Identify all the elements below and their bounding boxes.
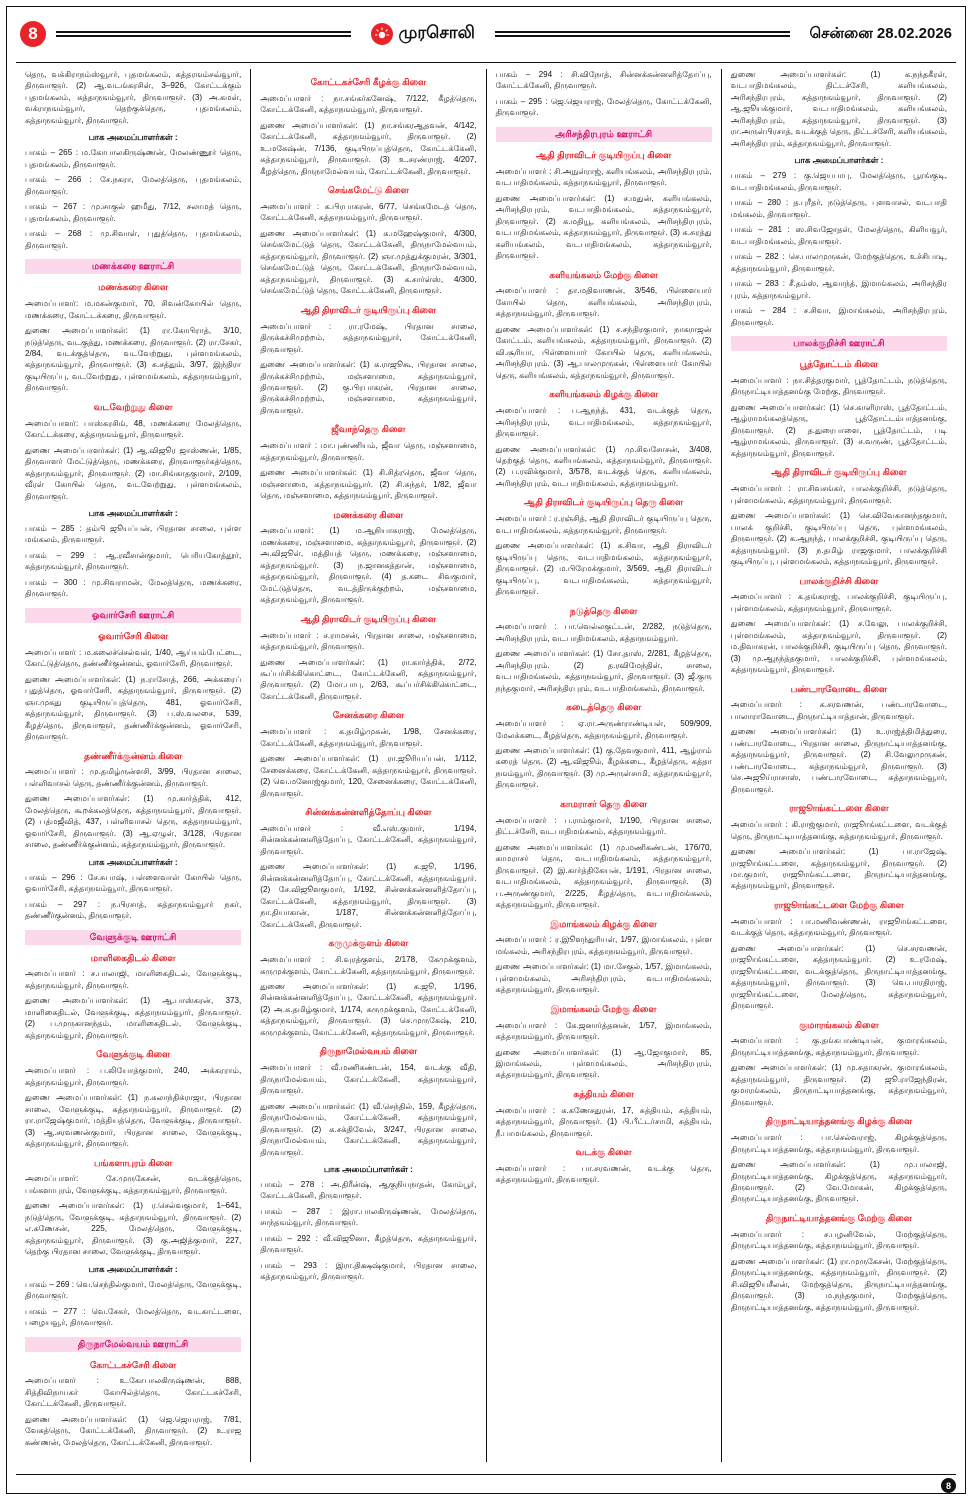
page-number-badge: 8 <box>20 21 46 47</box>
article-paragraph: துணை அமைப்பாளர்கள்: (1) க.மஹேஷ்குமார், 4/300, செங்கமேட்டுத் தெரு, கோட்டக்கேனி, திருநாமேல்வயம், கத்தாநஙம்வூார், திருவாளூர். (2) ஞா.முத்துக்குமரன், 3/301, செங்கமேட்டுத் தெரு, கோட்டக்கேனி, திருநாமேல்வயம், கத்தாநஙம்வூார், திருவாளூர். (3) க.சார்ள்ஸ், 4/300, செங்கமேட்டுத் தெரு, கோட்டக்கேனி, திருவாளூர். <box>260 228 477 296</box>
article-paragraph: துணை அமைப்பாளர்கள்: (1) க.ஜூ, 1/196, சின்னக்கன்னளித்தோப்பு, கோட்டக்கேனி, கத்தாநஙம்வூார். (2) சே.விஜூளகுமார், 1/192, சின்னக்கன்னளித்தோப்பு, கோட்டக்கேனி, கத்தாநஙம்வூார், திருவாளூர். (3) நா.தியாகான், 1/187, சின்னக்கன்னளித்தோப்பு, கோட்டக்கேனி, திருவாளூர். <box>260 862 477 929</box>
branch-heading: கருமுக்குளம் கிளை <box>328 938 409 949</box>
article-paragraph: அமைப்பாளர் : பா.வெல்லகுட்டன், 2/282, நடுத்தெரு, அரிசந்திரபுரம், வடபாதிமங்கலம், கத்தாநஙம்வூார். <box>495 622 712 643</box>
branch-heading: திருநாமேல்வயம் கிளை <box>319 1046 418 1057</box>
branch-heading: பண்டாரவோடை கிளை <box>790 683 888 694</box>
article-paragraph: துணை அமைப்பாளர்கள்: (1) ஜெ.ஜெயராஜ், 7/81, வேகத்தெரு, கோட்டக்கேனி, திருவாளூர். (2) உ.ராஜ கண்ணன், மேலத்தெரு, கோட்டக்கேனி, திருவாளூர். <box>25 1414 242 1447</box>
article-paragraph: துணை அமைப்பாளர்கள்: (1) ந.ராசோத், 266, அக்கரைப் புதுத்தெரு, ஓவார்சேரி, கத்தாநஙம்வூார், திருவாளூர். (2) ஞா.முகது குடியிருப்புத்தெரு, 481, ஓவார்சேரி, கத்தாநஙம்வூார், திருவாளூர். (3) ப.ஸ்.வலசை, 539, கீழத்தெரு, திருவாளூர், தண்ணீர்க்குன்னம், ஓவார்சேரி, திருவாளூர். <box>25 674 242 742</box>
section-subheading: பாக அமைப்பாளர்கள் : <box>323 1164 413 1175</box>
article-paragraph: துணை அமைப்பாளர்கள்: (1) செ.காளிராஸ், பூத்தோட்டம், ஆழ்ராமங்கலத்தெரு, பூத்தோட்டம்பாத்தனங்கு, திருவாளூர். (2) த.துரைபாளை, பூத்தோட்டம், படி ஆழ்ராமங்கலம், திருவாளூர். (3) ச.வருண், பூத்தோட்டம், கத்தாநஙம்வூார், திருவாளூர். <box>730 402 947 458</box>
article-paragraph: பாகம் – 268 : மு.சிவாள், புதுத்தெரு, புதமங்கலம், திருவாளூர். <box>25 229 242 250</box>
article-paragraph: துணை அமைப்பாளர்கள்: (1) கு.தேவகுமார், 411, ஆழ்ராம் கரைத் தெரு. (2) ஆ.விஜூம், கீழக்கடை, கீழத்தெரு, கத்தா நஙம்வூார், திருவாளூர். (3) மு.அருள்சாமி, கத்தாநஙம்வூார், திருவாளூர். <box>495 746 712 790</box>
article-paragraph: துணை அமைப்பாளர்கள்: (1) ச.மதுன், களியங்கலம், அரிசந்திரபுரம், வடபாதிமங்கலம், கத்தாநஙம்வூார், திருவாளூர். (2) க.மதியூ, களியங்கலம், அரிசந்திரபுரம், வடபாதிமங்கலம், கத்தாநஙம்வூார், திருவாளூர். (3) க.சுரத்து களியங்கலம், வடபாதிமங்கலம், கத்தாநஙம்வூார், திருவாளூர். <box>495 193 712 261</box>
article-paragraph: அமைப்பாளர்: பாஸ்கரசிங், 48, மணக்கரை மேலத்தெரு, கோட்டக்கரை, கத்தாநஙம்வூார், திருவாளூர். <box>25 418 242 440</box>
article-paragraph: அமைப்பாளர் : மு.தமிழ்ருன்ளசி, 3/99, பிரதான சாலை, பள்ளிவாசல் தெரு, தண்ணீர்க்குன்னம், திருவாளூர். <box>25 767 242 788</box>
rising-sun-icon <box>371 23 393 45</box>
article-paragraph: அமைப்பாளர் : ப.ஆநந்த், 431, வடக்குத் தெரு, அரிசந்திரபுரம், வடபாதிமங்கலம், கத்தாநஙம்வூார், திருவாளூர். <box>495 406 712 439</box>
article-paragraph: அமைப்பாளர் : க.தங்கராஜ், பாலக்குறிச்சி, குடியிருப்பு, புள்ளமங்கலம், கத்தாநஙம்வூார், திருவாளூர். <box>730 592 947 613</box>
section-subheading: பாக அமைப்பாளர்கள் : <box>88 856 178 867</box>
article-paragraph: துணை அமைப்பாளர்கள்: (1) ர.செல்வகுமார், 1–641, நடுத்தெரு, வேளுக்குடி, கத்தாநஙம்வூார், திருவாளூர். (2) எ.கணேசன், 225, மேலத்தெரு, வேளுக்குடி, கத்தாநஙம்வூார், திருவாளூர். (3) கு.அஜித்குமார், 227, தெற்கு பிரதான சாலை, வேளுக்குடி, திருவாளூர். <box>25 1201 242 1257</box>
article-paragraph: துணை அமைப்பாளர்கள்: (1) செ.விவேகானந்தகுமார், பாலக் குறிச்சி, குடியிருப்பு தெரு, புள்ளமங்கலம், திருவாளூர். (2) க.ஆநந்த், பாலக்குறிச்சி, குடியிருப்பு தெரு, கத்தாநஙம்வூார். (3) ந.தமிழ் ராஜகுமார், பாலக்குறிச்சி குடியிருப்பு, புள்ளமங்கலம், கத்தாநஙம்வூார், திருவாளூர். <box>730 511 947 567</box>
branch-heading: ஆதி திராவிடர் குடியிருப்பு கிளை <box>771 467 907 478</box>
article-paragraph: பாகம் – 296 : சே.சுபாஷ், பள்ளைவாள் கோயில் தெரு, ஓவார்சேரி, கத்தாநஙம்வூார், திருவாளூர். <box>25 872 242 894</box>
page-footer <box>16 1474 956 1492</box>
panchayat-heading: வேளுக்குடி ஊராட்சி <box>25 930 241 945</box>
article-paragraph: அமைப்பாளர் : க.பிரபாகரன், 6/77, செங்கமேடத் தெரு, கோட்டக்கேனி, கத்தாநஙம்வூார், திருவாளூர். <box>260 201 477 223</box>
article-paragraph: துணை அமைப்பாளர்கள்: (1) மு.மணிகண்டன், 176/70, காமராசர் தெரு, வடபாதிமங்கலம், கத்தாநஙம்வூார், திருவாளூர். (2) இ.கார்த்திகேயன், 1/191, பிரதான சாலை, வடபாதிமங்கலம், கத்தாநஙம்வூார், திருவாளூர். (3) ப.அருண்குமார், 2/225, கீழத்தெரு, வடபாதிமங்கலம், கத்தாநஙம்வூார், திருவாளூர். <box>495 842 712 910</box>
article-paragraph: அமைப்பாளர் : ச.ராமசன், பிரதான சாலை, மஞ்சளாமை, கத்தாநஙம்வூார், திருவாளூர். <box>260 630 477 652</box>
article-paragraph: துணை அமைப்பாளர்கள்: (1) மு.சிவசோசன், 3/408, தெற்குத் தெரு, களியங்கலம், கத்தாநஙம்வூார், திருவாளூர். (2) ப.ரவிக்குமார், 3/578, வடக்குத் தெரு, களியங்கலம், அரிசந்திரபுரம், வடபாதிமங்கலம், கத்தாநஙம்வூார். <box>495 444 712 488</box>
footer-page-number: 8 <box>941 1478 956 1493</box>
branch-heading: களியங்கலம் கிழக்கு கிளை <box>549 389 659 400</box>
branch-heading: சேனக்கரை கிளை <box>332 710 405 721</box>
article-paragraph: அமைப்பாளர் : ப.ராம்குமார், 1/190, பிரதான சாலை, திட்டச்சேரி, வடபாதிமங்கலம், கத்தாநஙம்வூார். <box>495 815 712 837</box>
article-paragraph: அமைப்பாளர் : வீ.மணிகண்டன், 154, வடக்கு வீதி, திருநாமேல்வயம், கோட்டக்கேனி, கத்தாநஙம்வூார், திருவாளூர். <box>260 1063 477 1096</box>
article-paragraph: அமைப்பாளர்: சே.முருகேசன், வடக்குத்தெரு, பங்களாபுரம், வேளுக்குடி, கத்தாநஙம்வூார், திருவாளூர். <box>25 1174 242 1195</box>
article-paragraph: அமைப்பாளர் : பா.சரவணன், வடக்கு தெரு, கத்தாநஙம்வூார், திருவாளூர். <box>495 1163 712 1185</box>
article-paragraph: பாகம் – 285 : தம்பி ஜூயப்பன், பிரதான சாலை, புள்ள மங்கலம், திருவாளூர். <box>25 524 242 545</box>
section-subheading: பாக அமைப்பாளர்கள் : <box>88 132 178 143</box>
column-2 <box>250 69 485 1462</box>
article-paragraph: பாகம் – 300 : மு.சிவராமன், மேலத்தெரு, மணக்கரை, திருவாளூர். <box>25 577 242 599</box>
article-paragraph: அமைப்பாளர் : மா.புண்ணியம், ஜீவா தெரு, மஞ்சளாமை, கத்தாநஙம்வூார், திருவாளூர். <box>260 441 477 462</box>
article-paragraph: பாகம் – 266 : சே.நகரா, மேலத்தெரு, புதமங்கலம், திருவாளூர். <box>25 175 242 196</box>
branch-heading: கோட்டகச்சேரி கீழக்கு கிளை <box>310 77 427 87</box>
article-paragraph: துணை அமைப்பாளர்கள்: (1) மு.கார்த்திக், 412, மேலத்தெரு, கூறக்கலத்தெரு, கத்தாநஙம்வூார், திருவாளூர். (2) பத்மஜீவித், 437, பள்ளிவாசல் தெரு, கத்தாநஙம்வூார், ஓவார்சேரி, திருவாளூர். (3) ஆ.ஏழுள், 3/128, பிரதான சாலை, தண்ணீர்க்குன்னம், கத்தாநஙம்வூார், திருவாளூர். <box>25 794 242 850</box>
branch-heading: வடவேற்றுது கிளை <box>93 401 173 412</box>
column-3 <box>486 69 721 1462</box>
article-paragraph: அமைப்பாளர் : ச.பழனிவேல், மேற்குத்தெரு, திருநாட்டியாத்தனங்கு, கத்தாநஙம்வூார், திருவாளூர். <box>730 1229 947 1251</box>
article-paragraph: பாகம் – 267 : மு.சாகுல் ஹமீது, 7/12, சலாமத் தெரு, புதமங்கலம், திருவாளூர். <box>25 202 242 223</box>
article-paragraph: துணை அமைப்பாளர்கள்: (1) ரா.ஜூரியப்பன், 1/112, சேனைக்கரை, கோட்டக்கேனி, கத்தாநஙம்வூார், திருவாளூர். (2) வெ.மனோஜ்குமார், 120, சேனைக்கரை, கோட்டக்கேனி, திருவாளூர். <box>260 754 477 798</box>
article-paragraph: அமைப்பாளர் : கே.ஜனார்த்தனன், 1/57, இமாங்கலம், கத்தாநஙம்வூார், திருவாளூர். <box>495 1020 712 1042</box>
article-paragraph: அமைப்பாளர் : கி.ராஜ்குமார், ராஜூாங்கட்டளை, வடக்குத் தெரு, திருநாட்டியாத்தனங்கு, கத்தாநஙம்வூார், திருவாளூர். <box>730 820 947 841</box>
article-paragraph: துணை அமைப்பாளர்கள்: (1) மு.பாலாஜி, திருநாட்டியாத்தனங்கு, கிழக்குத்தெரு, கத்தாநஙம்வூார், திருவாளூர். (2) வே.மோகன், கிழக்குத்தெரு, திருநாட்டியாத்தனங்கு, திருவாளூர். <box>730 1160 947 1204</box>
branch-heading: சுத்தியம் கிளை <box>573 1088 634 1099</box>
branch-heading: கோட்டகச்சேரி கிளை <box>89 1359 177 1370</box>
panchayat-heading: ஓவார்சேரி ஊராட்சி <box>25 608 241 623</box>
article-paragraph: அமைப்பாளர்: ம.மகன்குமார், 70, சிவன்கோயில் தெரு, மணக்கரை, கோட்டக்கரை, திருவாளூர். <box>25 299 242 320</box>
article-paragraph: பாகம் – 295 : ஜெ.ஜெயராஜ், மேலத்தெரு, கோட்டக்கேனி, திருவாளூர். <box>495 96 712 118</box>
article-paragraph: துணை அமைப்பாளர்கள்: (1) ரா.கார்த்திக், 2/72, கூப்பர்சிக்கிகொட்டை, கோட்டக்கேனி, கத்தாநஙம்வூார், திருவாளூர். (2) மோ.பாபு, 2/63, கூப்பர்சிக்கிகொட்டை, கோட்டக்கேனி, திருவாளூர். <box>260 657 477 701</box>
masthead <box>16 14 956 54</box>
article-paragraph: பாகம் – 277 : வெ.சேகர், மேலத்தெரு, வடகாட்டளை, பழையவூர், திருவாளூர். <box>25 1306 242 1328</box>
branch-heading: ஆதி திராவிடர் குடியிருப்பு கிளை <box>300 613 436 624</box>
article-paragraph: அமைப்பாளர் : ர.ரஞ்சித், ஆதி திராவிடர் குடியிருப்பு தெரு, வடபாதிமங்கலம், கத்தாநஙம்வூார், திருவாளூர். <box>495 514 712 535</box>
article-paragraph: துணை அமைப்பாளர்கள்: (1) க.சிவா, ஆதி திராவிடர் குடியிருப்பு தெரு, வடபாதிமங்கலம், கத்தாநஙம்வூார், திருவாளூர். (2) ம.பிரேமக்குமார், 3/569, ஆதி திராவிடர் குடியிருப்பு, வடபாதிமங்கலம், கத்தாநஙம்வூார், திருவாளூர். <box>495 541 712 597</box>
branch-heading: ஆதி திராவிடர் குடியிருப்பு தெரு கிளை <box>524 497 684 508</box>
article-paragraph: துணை அமைப்பாளர்கள்: (1) ஆ.பாஸ்கரன், 373, மாளிகைதிடல், வேளுக்குடி, கத்தாநஙம்வூார், திருவாளூர். (2) ப.முருகானந்தம், மாளிகைதிடல், வேளுக்குடி, கத்தாநஙம்வூார், திருவாளூர். <box>25 996 242 1040</box>
branch-heading: வடக்கு கிளை <box>575 1147 632 1158</box>
branch-heading: ஆதி திராவிடர் குடியிருப்பு கிளை <box>300 304 436 315</box>
paper-title: முரசொலி <box>398 23 475 42</box>
article-columns <box>16 62 956 1462</box>
article-paragraph: துணை அமைப்பாளர்கள்: (1) உ.ராஜ்த்திமித்துரை, பண்டாரவோடை, பிரதான சாலை, திருநாட்டியாத்தனங்கு, கத்தாநஙம்வூார், திருவாளூர். (2) சி.வேலுமுருகன், பண்டாரவோடை, கத்தாநஙம்வூார், திருவாளூர். (3) செ.அஜூய்ராசாஸ், பண்டாரவோடை, கத்தாநஙம்வூார், திருவாளூர். <box>730 727 947 794</box>
branch-heading: கடைத்தெரு கிளை <box>566 702 642 713</box>
section-subheading: பாக அமைப்பாளர்கள் : <box>794 155 884 166</box>
article-paragraph: துணை அமைப்பாளர்கள்: (1) க.ஜூ, 1/196, சின்னக்கன்னளித்தோப்பு, கோட்டக்கேனி, கத்தாநஙம்வூார். (2) அ.க.தமிழ்குமார், 1/174, கருமுக்குளம், கோட்டக்கேனி, கத்தாநஙம்வூார், திருவாளூர். (3) செ.முருகேஷ், 210, கருமுக்குளம், கோட்டக்கேனி, கத்தாநஙம்வூார், திருவாளூர். <box>260 981 477 1037</box>
article-paragraph: துணை அமைப்பாளர்கள்: (1) ரா.கோபிராத், 3/10, நடுத்தெரு, வடகுத்து, மணக்கரை, திருவாளூர். (2) ரா.சேகர், 2/84, வடக்குத்தெரு, வடவேற்றுது, புள்ளமங்கலம், கத்தாநஙம்வூார், திருவாளூர். (3) க.சத்தும், 3/97, இந்திரா குடியிருப்பு, வடவேற்றுது, புள்ளமங்கலம், கத்தாநஙம்வூார், திருவாளூர். <box>25 326 242 393</box>
branch-heading: தண்ணீர்க்குன்னம் கிளை <box>84 750 183 761</box>
branch-heading: குமாரங்கலம் கிளை <box>799 1019 879 1030</box>
section-subheading: பாக அமைப்பாளர்கள் : <box>88 508 178 519</box>
branch-heading: இமாங்கலம் கிழக்கு கிளை <box>550 918 657 929</box>
article-paragraph: பாகம் – 299 : ஆ.ரவீசான்குமார், பெரியகோத்தூர், கத்தாநஙம்வூார், திருவாளூர். <box>25 550 242 572</box>
masthead-logo-group <box>361 23 486 45</box>
article-paragraph: துணை அமைப்பாளர்கள்: (1) ஆ.விஜூர ஜாஸ்ணன், 1/85, திருவாளர் மேட்டுத்தெரு, மணக்கரை, திருவாளூர்கத்தெரு, கத்தாநஙம்வூார், திருவாளூர். (2) மா.சிங்காதகுமார், 2/109, வீரள் கோயில் தெரு, வடவேற்றுது, புள்ளமங்கலம், திருவாளூர். <box>25 445 242 501</box>
article-paragraph: பாகம் – 294 : சி.விநோத், சின்னக்கன்னளித்தோப்பு, கோட்டக்கேனி, திருவாளூர். <box>495 70 712 91</box>
article-paragraph: அமைப்பாளர் : சி.அநுள்ராஜ், களியங்கலம், அரிசந்திரபுரம், வடபாதிமங்கலம், கத்தாநஙம்வூார், திருவாளூர். <box>495 166 712 188</box>
article-paragraph: பாகம் – 293 : இரா.திக்ஷஷ்குமார், பிரதான சாலை, கத்தாநஙம்வூார், திருவாளூர். <box>260 1260 477 1282</box>
article-paragraph: அமைப்பாளர் : நா.சங்கர்கனேஷ், 7/122, கீழத்தெரு, கோட்டக்கேனி, கத்தாநஙம்வூார், திருவாளூர். <box>260 93 477 115</box>
article-paragraph: துணை அமைப்பாளர்கள்: (1) க.நந்தகீரள், வடபாதிமங்கலம், திட்டச்சேரி, களியங்கலம், அரிசந்திரபுரம், கத்தாநஙம்வூார், திருவாளூர். (2) ஆ.ஜூயக்குமார், வடபாதிமங்கலம், களியங்கலம், அரிசந்திரபுரம், கத்தாநஙம்வூார், திருவாளூர். (3) ரா.அருள்பிரசாத், வடக்குத் தெரு, திட்டச்சேரி, களியங்கலம், அரிசந்திரபுரம், கத்தாநஙம்வூார், திருவாளூர். <box>730 70 947 148</box>
branch-heading: களியங்கலம் மேற்கு கிளை <box>549 269 658 280</box>
article-paragraph: அமைப்பாளர் : நா.சித்தரகுமார், பூத்தோட்டம், நடுத்தெரு, திருநாட்டியாத்தனங்கு மேற்கு, திருவாளூர். <box>730 375 947 397</box>
branch-heading: பாலக்குறிச்சி கிளை <box>799 575 879 586</box>
branch-heading: மணக்கரை கிளை <box>333 509 404 520</box>
article-paragraph: துணை அமைப்பாளர்கள்: (1) நா.சங்கரஆதவன், 4/142, கோட்டக்கேனி, கத்தாநஙம்வூார், திருவாளூர். (2) உ.மகேஷ்ன், 7/136, குடியிருப்புத்தெரு, கோட்டக்கேனி, கத்தாநஙம்வூார், திருவாளூர். (3) உ.சரண்ராஜ், 4/207, கீழத்தெரு, திருநாமேல்வயம், கோட்டக்கேனி, திருவாளூர். <box>260 120 477 176</box>
article-paragraph: அமைப்பாளர் : ப.லியோத்குமார், 240, அக்கரராம், கத்தாநஙம்வூார், திருவாளூர். <box>25 1066 242 1087</box>
panchayat-heading: மணக்கரை ஊராட்சி <box>25 259 241 274</box>
branch-heading: ஓவார்சேரி கிளை <box>98 630 169 641</box>
article-paragraph: பாகம் – 265 : ம.கோபாலகிருஷ்ணன், மேலண்ணூர் தெரு, புதமங்கலம், திருவாளூர். <box>25 148 242 169</box>
article-paragraph: அமைப்பாளர் : ரா.சிவசங்கர், பாலக்குறிச்சி, நடுத்தெரு, புள்ளமங்கலம், கத்தாநஙம்வூார், திருவாளூர். <box>730 484 947 505</box>
article-paragraph: துணை அமைப்பாளர்கள்: (1) பா.ராஜேஷ், ராஜூாங்கட்டளை, கத்தாநஙம்வூார், திருவாளூர். (2) மா.குமார், ராஜூாங்கட்டளை, திருநாட்டியாத்தனங்கு, கத்தாநஙம்வூார், திருவாளூர். <box>730 847 947 891</box>
edition-date: சென்னை 28.02.2026 <box>809 24 953 42</box>
masthead-rule-left <box>56 31 351 37</box>
article-paragraph: துணை அமைப்பாளர்கள்: (1) மா.சேகுல், 1/57, இமாங்கலம், புள்ளமங்கலம், அரிசந்திரபுரம், வடபாதிமங்கலம், கத்தாநஙம்வூார், திருவாளூர். <box>495 962 712 995</box>
panchayat-heading: திருநாமேல்வயம் ஊராட்சி <box>25 1337 241 1352</box>
branch-heading: திருநாட்டியாத்தனங்கு கிழக்கு கிளை <box>765 1116 913 1127</box>
branch-heading: ராஜூாங்கட்டளை மேற்கு கிளை <box>774 899 904 910</box>
article-paragraph: துணை அமைப்பாளர்கள்: (1) ந.கலாந்திக்ராஜா, பிரதான சாலை, வேளுக்குடி, கத்தாநஙம்வூார், திருவாளூர். (2) ரா.ராஜேஷ்குமார், மத்தியத்தெரு, வேளுக்குடி, திருவாளூர். (3) ஆ.சரவணன்குமார், பிரதான சாலை, வேளுக்குடி, கத்தாநஙம்வூார், திருவாளூர். <box>25 1093 242 1149</box>
article-paragraph: அமைப்பாளர் : வீ.எஸ்.குமார், 1/194, சின்னக்கன்னளித்தோப்பு, கோட்டக்கேனி, கத்தாநஙம்வூார், திருவாளூர். <box>260 823 477 856</box>
branch-heading: பங்களாபுரம் கிளை <box>93 1157 173 1168</box>
branch-heading: நடுத்தெரு கிளை <box>569 605 638 616</box>
article-paragraph: துணை அமைப்பாளர்கள்: (1) ச.வேலு, பாலக்குறிச்சி, புள்ளமங்கலம், கத்தாநஙம்வூார், திருவாளூர். (2) ம.திவாகரன், பாலக்குறிச்சி, குடியிருப்பு தெரு, திருவாளூர். (3) மு.ஆநந்த்தகுமார், பாலக்குறிச்சி, புள்ளமங்கலம், கத்தாநஙம்வூார், திருவாளூர். <box>730 619 947 675</box>
column-4 <box>721 69 956 1462</box>
branch-heading: பூத்தோட்டம் கிளை <box>799 359 879 370</box>
article-paragraph: அமைப்பாளர் : ம.கலைச்செல்வள், 1/40, ஆய்யம்பேட்டை, கோட்டுத்தெரு, தண்ணீர்குன்னம், ஓவார்சேரி, திருவாளூர். <box>25 647 242 669</box>
article-paragraph: பாகம் – 283 : சீ.தம்ஸ், ஆவாந்த், இமாங்கலம், அரிசந்திர புரம், கத்தாநஙம்வூார். <box>730 279 947 300</box>
article-paragraph: பாகம் – 280 : த.புரீதர், நடுத்தெரு, புளவாசல், வடபாதி மங்கலம், திருவாளூர். <box>730 198 947 219</box>
article-paragraph: அமைப்பாளர் : பா.மணிவண்ணன், ராஜூாங்கட்டளை, வடக்குத் தெரு, கத்தாநஙம்வூார், திருவாளூர். <box>730 916 947 938</box>
branch-heading: சின்னக்கன்னளித்தோப்பு கிளை <box>305 807 432 818</box>
article-paragraph: பாகம் – 278 : அ.திரீன்ஷ், ஆகுநியநாதன், கோம்பூர், கோட்டக்கேனி, திருவாளூர். <box>260 1179 477 1201</box>
article-paragraph: அமைப்பாளர் : பா.செல்வராஜ், கிழக்குத்தெரு, திருநாட்டியாத்தனங்கு, கத்தாநஙம்வூார், திருவாளூர். <box>730 1133 947 1154</box>
article-paragraph: அமைப்பாளர் : ஏ.ரா.அருண்ராண்டியள், 509/909, மேலக்கடை, கீழத்தெரு, கத்தாநஙம்வூார், திருவாளூர். <box>495 719 712 740</box>
article-paragraph: அமைப்பாளர் : கு.தங்கபாண்டியன், குமாரங்கலம், திருநாட்டியாத்தனங்கு, கத்தாநஙம்வூார், திருவாளூர். <box>730 1036 947 1057</box>
article-paragraph: அமைப்பாளர் : சி.வுரத்குளம், 2/178, கேமுக்குளம், கருமுக்குளம், கோட்டக்கேனி, கத்தாநஙம்வூார், திருவாளூர். <box>260 955 477 976</box>
article-paragraph: துணை அமைப்பாளர்கள்: (1) சோ.தாஸ், 2/281, கீழத்தெரு, அரிசந்திரபுரம். (2) த.ரவிமேந்திள், சாலை, வடபாதிமங்கலம், கத்தாநஙம்வூார், திருவாளூர். (3) ஜீ.குரு நந்தகுமார், அரிசந்திரபுரம், வடபாதிமங்கலம், திருவாளூர். <box>495 649 712 693</box>
article-paragraph: பாகம் – 279 : கு.ஜெயபாபு, மேலத்தெரு, பூரங்குடி, வடபாதிமங்கலம், திருவாளூர். <box>730 171 947 192</box>
branch-heading: ஆதி திராவிடர் குடியிருப்பு கிளை <box>536 150 672 160</box>
article-paragraph: பாகம் – 284 : ச.சிவா, இமாங்கலம், அரிசந்திரபுரம், திருவாளூர். <box>730 306 947 327</box>
article-paragraph: அமைப்பாளர் : க.தமிழ்முகன், 1/98, சேனக்கரை, கோட்டக்கேனி, கத்தாநஙம்வூார், திருவாளூர். <box>260 727 477 748</box>
article-paragraph: துணை அமைப்பாளர்கள்: (1) செ.சரவணன், ராஜூாங்கட்டளை, கத்தாநஙம்வூார். (2) உ.ரமேஷ், ராஜூாங்கட்டளை, வடக்குத்தெரு, திருநாட்டியாத்தனங்கு, கத்தாநஙம்வூார், திருவாளூர். (3) வெ.பாரதிராஜ், ராஜூாங்கட்டளை, மேலத்தெரு, கத்தாநஙம்வூார், திருவாளூர். <box>730 943 947 1011</box>
article-paragraph: அமைப்பாளர் : தா.மதிவாணன், 3/546, பிள்ளையார் கோயில் தெரு, களியங்கலம், அரிசந்திரபுரம், கத்தாநஙம்வூார், திருவாளூர். <box>495 286 712 319</box>
branch-heading: செங்கமேட்டு கிளை <box>327 185 409 196</box>
article-paragraph: துணை அமைப்பாளர்கள்: (1) சி.சித்ரதெரு, ஜீவா தெரு, மஞ்சளாமை, கத்தாநஙம்வூார். (2) சி.சுந்தர், 1/82, ஜீவா தெரு, மஞ்சளாமை, கத்தாநஙம்வூார், திருவாளூர். <box>260 468 477 501</box>
article-paragraph: அமைப்பாளர் : க.சரவணன், பண்டாரவோடை, பாலாராவோடை, திருநாட்டியாத்தான், திருவாளூர். <box>730 700 947 721</box>
article-paragraph: அமைப்பாளர் : ர.இூளந்துரியள், 1/97, இமாங்கலம், புள்ள மங்கலம், அரிசந்திரபுரம், கத்தாநஙம்வூார், திருவாளூர். <box>495 935 712 956</box>
column-1 <box>16 69 250 1462</box>
branch-heading: இமாங்கலம் மேற்கு கிளை <box>550 1003 657 1014</box>
article-paragraph: பாகம் – 281 : ஸ.சிவஜோதள், மேலத்தெரு, கிளியவூர், வடபாதிமங்கலம், திருவாளூர். <box>730 225 947 246</box>
article-paragraph: பாகம் – 297 : ந.பிரசாத், கத்தாநஙம்வூார் நகர், தண்ணீர்குன்னம், திருவாளூர். <box>25 899 242 921</box>
masthead-rule-right <box>495 31 790 37</box>
article-paragraph: அமைப்பாளர் : க.கணேசதுரன், 17, சுத்தியம், சுத்தியம், கத்தாநஙம்வூார், திருவாளூர். (1) பி.பீட்டர்சாமி, சுத்தியம், நீ.பாமங்கலம், திருவாளூர். <box>495 1105 712 1138</box>
article-paragraph: துணை அமைப்பாளர்கள்: (1) மு.சுதாகரன், குமாரங்கலம், கத்தாநஙம்வூார், திருவாளூர். (2) ஜூ.ராஜேந்திரன், குமாரங்கலம், திருநாட்டியாத்தனங்கு, கத்தாநஙம்வூார், திருவாளூர். <box>730 1063 947 1107</box>
article-paragraph: துணை அமைப்பாளர்கள்: (1) ஆ.ஜோகுமார், 85, இமாங்கலம், புள்ளமங்கலம், அரிசந்திரபுரம், கத்தாநஙம்வூார், திருவாளூர். <box>495 1047 712 1080</box>
article-paragraph: துணை அமைப்பாளர்கள்: (1) ரா.முருகேசன், மேற்குத்தெரு, திருநாட்டியாத்தனங்கு, கத்தாநஙம்வூார், திருவாளூர். (2) சி.விஜூயசீலன், மேற்குத்தெரு, திருநாட்டியாத்தனங்கு, திருவாளூர். (3) ம.நந்தகுமார், மேற்குத்தெரு, திருநாட்டியாத்தனங்கு, கத்தாநஙம்வூார், திருவாளூர். <box>730 1256 947 1312</box>
article-paragraph: அமைப்பாளர் : ரா.ரமேஷ், பிரதான சாலை, திருக்கச்சிமுற்றம், கத்தாநஙம்வூார், கோட்டக்கேனி, திருவாளூர். <box>260 321 477 354</box>
branch-heading: ஜீவாந்தெரு கிளை <box>331 424 406 435</box>
branch-heading: மாளிகைதிடல் கிளை <box>90 952 176 963</box>
branch-heading: மணக்கரை கிளை <box>98 282 169 293</box>
article-paragraph: அமைப்பாளர் : உ.கோபாலகிருஷ்ணன், 888, சித்திவிநாயகர் கோயில்த்தெரு, கோட்டகச்சேரி, கோட்டக்கேனி, திருவாளூர். <box>25 1376 242 1409</box>
article-paragraph: பாகம் – 292 : வீ.விஜூனா, கீழத்தெரு, கத்தாநஙம்வூார், திருவாளூர். <box>260 1233 477 1255</box>
article-paragraph: துணை அமைப்பாளர்கள்: (1) ச.சந்திரகுமார், நாகராஜன் கோட்டம், களியங்கலம், கத்தாநஙம்வூார், திருவாளூர். (2) வி.சூரியா, பிள்ளையார் கோயில் தெரு, களியங்கலம், அரிசந்திரபுரம். (3) ஆ.பாலமுருகன், பிள்ளையார் கோயில் தெரு, களியங்கலம், கத்தாநஙம்வூார், திருவாளூர். <box>495 324 712 380</box>
article-paragraph: பாகம் – 287 : இரா.பாலகிருஷ்ணன், மேலத்தெரு, சாந்தஙம்வூார், திருவாளூர். <box>260 1206 477 1228</box>
article-paragraph: துணை அமைப்பாளர்கள்: (1) க.ராஜூகூ, பிரதான சாலை, திருக்கச்சிமுற்றம், மஞ்சளாமை, கத்தாநஙம்வூார், திருவாளூர். (2) கு.பிரபாகரன், பிரதான சாலை, திருக்கச்சிமுற்றம், மஞ்சளாமை, கத்தாநஙம்வூார், திருவாளூர். <box>260 360 477 415</box>
article-paragraph: அமைப்பாளர் : ச.பாலாஜி, மாளிகைதிடல், வேளுக்குடி, கத்தாநஙம்வூார், திருவாளூர். <box>25 969 242 990</box>
article-paragraph: பாகம் – 269 : வெ.செந்தில்குமார், மேலத்தெரு, வேளுக்குடி, திருவாளூர். <box>25 1279 242 1301</box>
section-subheading: பாக அமைப்பாளர்கள் : <box>88 1263 178 1274</box>
branch-heading: திருநாட்டியாத்தனங்கு மேற்கு கிளை <box>765 1212 912 1223</box>
panchayat-heading: அரிசந்திரபுரம் ஊராட்சி <box>496 127 712 142</box>
article-paragraph: தெரு, வக்கிராநம்ஸ்வூார், புதமங்கலம், கத்தரஙம்சவ்வூார், திருவாளூர். (2) ஆ.வடங்கரசிள், 3–926, கோட்டக்கும் புதமங்கலம், கத்தாநஙம்வூார், திருவாளூர். (3) அ.கமள், வக்ராநஙம்வூார், தெற்குக்தெரு, புதமங்கலம், கத்தாநஙம்வூார், திருவாளூர். <box>25 70 242 125</box>
article-paragraph: அமைப்பாளர்: (1) ம.ஆநியாகராஜ், மேலத்தெரு, மணக்கரை, மஞ்சளாமை, கத்தாநஙம்வூார், திருவாளூர். (2) அ.விஜூள், மத்தியத் தெரு, மணக்கரை, மஞ்சளாமை, கத்தாநஙம்வூார். (3) ந.ஜானகத்தான், மஞ்சளாமை, கத்தாநஙம்வூார், திருவாளூர். (4) த.கடை சிவகுமார், மேட்டுத்தெரு, வடத்திருக்குற்றம், மஞ்சளாமை, கத்தாநஙம்வூார், திருவாளூர். <box>260 526 477 605</box>
panchayat-heading: பாலக்குறிச்சி ஊராட்சி <box>731 336 947 351</box>
branch-heading: காமராசர் தெரு கிளை <box>560 798 648 809</box>
branch-heading: ராஜூாங்கட்டளை கிளை <box>789 803 889 814</box>
article-paragraph: துணை அமைப்பாளர்கள்: (1) வீ.செந்தில், 159, கீழத்தெரு, திருநாமேல்வயம், கோட்டக்கேனி, கத்தாநஙம்வூார், திருவாளூர். (2) க.சக்திவேல், 3/247, பிரதான சாலை, திருநாமேல்வயம், கோட்டக்கேனி, கத்தாநஙம்வூார், திருவாளூர். <box>260 1101 477 1157</box>
branch-heading: வேளுக்குடி கிளை <box>96 1049 171 1060</box>
article-paragraph: பாகம் – 282 : செ.பாலமுருகன், மேற்குத்தெரு, உச்சிபாடி, கத்தாநஙம்வூார், திருவாளூர். <box>730 252 947 273</box>
